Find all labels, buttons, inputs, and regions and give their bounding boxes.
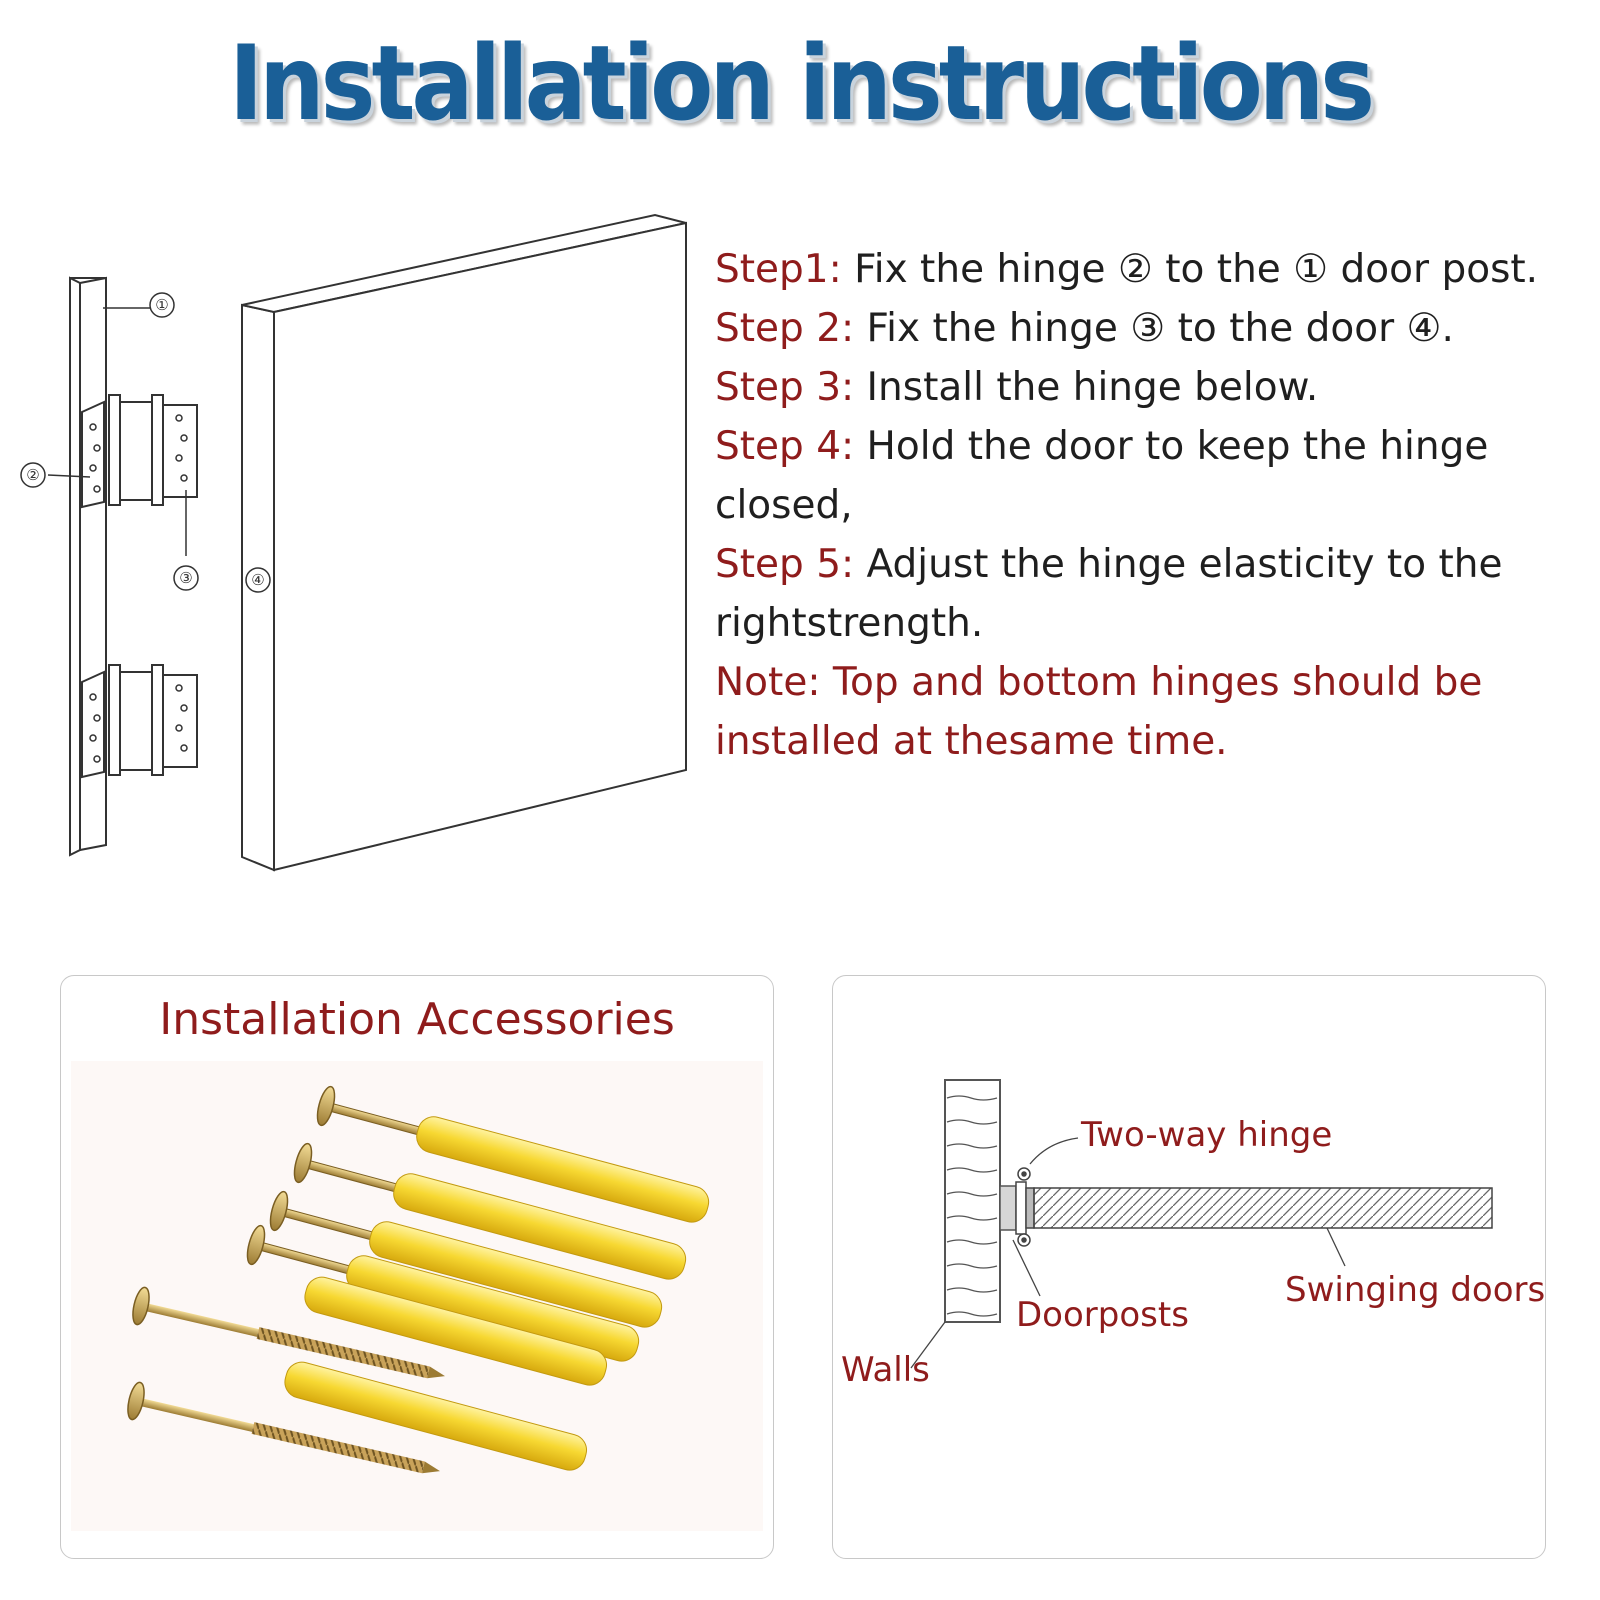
- step-4-label: Step 4:: [715, 424, 855, 469]
- step-2: [715, 299, 1595, 358]
- door-slab: [242, 215, 686, 870]
- label-doorposts: Doorposts: [1016, 1295, 1189, 1335]
- accessories-panel: [60, 975, 774, 1559]
- wall-section: [945, 1080, 1000, 1322]
- step-5-text: Adjust the hinge elasticity to the rightstrength.: [715, 542, 1503, 646]
- accessories-title: Installation Accessories: [159, 994, 675, 1045]
- label-walls: Walls: [841, 1350, 930, 1390]
- swinging-door: [1034, 1188, 1492, 1228]
- page-title: Installation instructions: [228, 23, 1372, 144]
- step-3-label: Step 3:: [715, 365, 855, 410]
- note-text: Note: Top and bottom hinges should be installed at thesame time.: [715, 660, 1483, 764]
- upper-hinge: [82, 395, 197, 507]
- step-2-text: Fix the hinge ③ to the door ④.: [854, 306, 1454, 351]
- door-hinge-diagram: [0, 190, 700, 890]
- callout-hinge-post-number: ②: [26, 466, 40, 484]
- lower-hinge: [82, 665, 197, 777]
- accessories-photo: [71, 1061, 763, 1531]
- step-1-text: Fix the hinge ② to the ① door post.: [841, 247, 1539, 292]
- step-1: [715, 240, 1595, 299]
- top-view-diagram: [833, 976, 1545, 1558]
- callout-hinge-door-number: ③: [179, 569, 193, 587]
- two-way-hinge: [1016, 1168, 1034, 1246]
- label-swinging-doors: Swinging doors: [1285, 1270, 1545, 1310]
- step-4: [715, 417, 1595, 535]
- callout-door-number: ④: [251, 571, 265, 589]
- top-view-panel: [832, 975, 1546, 1559]
- step-5: [715, 535, 1595, 653]
- step-3: [715, 358, 1595, 417]
- door-post: [70, 278, 80, 855]
- step-5-label: Step 5:: [715, 542, 855, 587]
- step-4-text: Hold the door to keep the hinge closed,: [715, 424, 1489, 528]
- step-3-text: Install the hinge below.: [854, 365, 1319, 410]
- label-two-way-hinge: Two-way hinge: [1081, 1115, 1333, 1155]
- callout-post-number: ①: [155, 296, 169, 314]
- steps-list: [715, 240, 1595, 771]
- step-1-label: Step1:: [715, 247, 842, 292]
- doorpost: [1000, 1186, 1016, 1230]
- step-2-label: Step 2:: [715, 306, 855, 351]
